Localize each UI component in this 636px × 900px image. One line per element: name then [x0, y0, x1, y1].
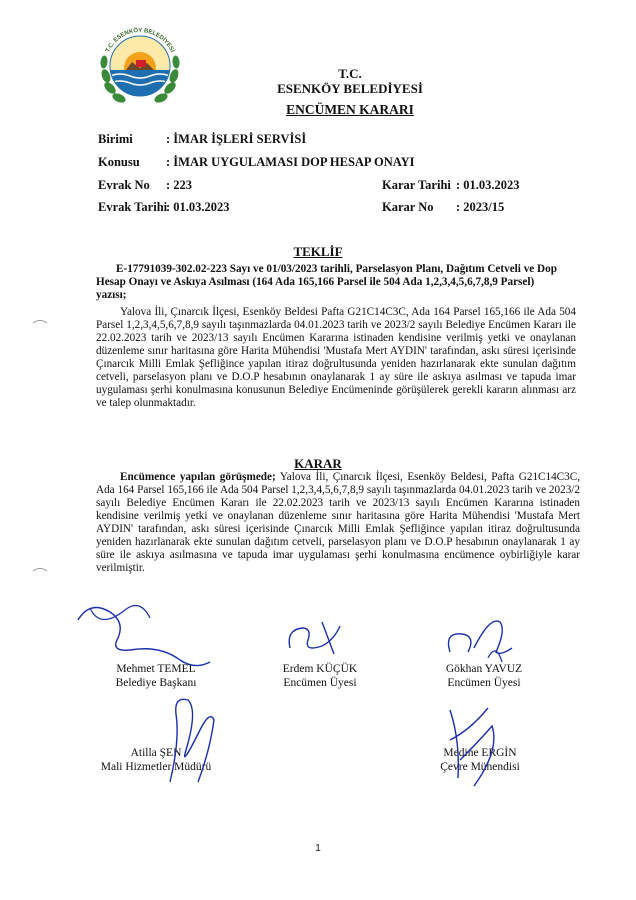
decision-body [96, 471, 580, 575]
signatory-name: Atilla ŞEN [130, 747, 182, 759]
proposal-reference: E-17791039-302.02-223 Sayı ve 01/03/2023 tarihli, Parselasyon Planı, Dağıtım Cetveli ve Dop Hesap Onayı ve Askıya Asılması (164 Ada 165,166 Parsel ile 504 Ada 1,2,3,4,5,6,7,8,9 Parsel) yazısı; [96, 263, 557, 301]
signatory-title: Belediye Başkanı [115, 677, 197, 689]
logo-ring-text: T.C. ESENKÖY BELEDİYESİ [105, 28, 175, 54]
subject-value: : İMAR UYGULAMASI DOP HESAP ONAYI [166, 155, 415, 169]
unit-value: : İMAR İŞLERİ SERVİSİ [166, 132, 307, 146]
decision-title: KARAR [294, 456, 342, 471]
flag-icon [136, 60, 146, 67]
doc-date-value: : 01.03.2023 [166, 200, 230, 214]
signatory-mayor [76, 662, 236, 690]
signatory-title: Encümen Üyesi [447, 677, 521, 689]
signatory-name: Erdem KÜÇÜK [282, 663, 358, 675]
engineer-signature-icon [430, 700, 510, 790]
signatory-name: Medine ERGİN [443, 747, 517, 759]
margin-mark [32, 566, 48, 572]
subject-label: Konusu [98, 155, 140, 169]
decision-no-value: : 2023/15 [456, 200, 505, 214]
signatory-member-2 [404, 662, 564, 690]
unit-label: Birimi [98, 132, 133, 146]
signatory-finance [76, 746, 236, 774]
decision-lead: Encümence yapılan görüşmede; [120, 471, 276, 483]
proposal-title: TEKLİF [293, 244, 343, 259]
signatory-member-1 [240, 662, 400, 690]
signatory-name: Gökhan YAVUZ [445, 663, 523, 675]
header-organization: ESENKÖY BELEDİYESİ [277, 81, 423, 96]
member-2-signature-icon [440, 612, 520, 666]
member-1-signature-icon [282, 616, 352, 664]
header-tc: T.C. [338, 66, 362, 81]
signatory-title: Çevre Mühendisi [440, 761, 520, 773]
doc-no-value: : 223 [166, 178, 193, 192]
margin-mark [32, 318, 48, 324]
decision-date-label: Karar Tarihi [382, 178, 451, 192]
decision-no-label: Karar No [382, 200, 434, 214]
signatory-title: Encümen Üyesi [283, 677, 357, 689]
decision-date-value: : 01.03.2023 [456, 178, 520, 192]
finance-signature-icon [140, 690, 240, 790]
doc-date-label: Evrak Tarihi [98, 200, 168, 214]
signatory-title: Mali Hizmetler Müdürü [100, 761, 212, 773]
document-type: ENCÜMEN KARARI [286, 102, 414, 117]
page-number: 1 [315, 843, 321, 854]
municipality-logo [92, 16, 188, 112]
signatory-name: Mehmet TEMEL [116, 663, 196, 675]
signatory-engineer [400, 746, 560, 774]
decision-text: Yalova İli, Çınarcık İlçesi, Esenköy Beldesi, Pafta G21C14C3C, Ada 164 Parsel 165,166 ile Ada 504 Parsel 1,2,3,4,5,6,7,8,9 sayılı taşınmazlarda 04.01.2023 tarih ve 2023/2 sayılı Belediye Encümen Kararı ile 22.02.2023 tarih ve 2023/13 sayılı Encümen Kararına istinaden kendisine verilmiş yetki ve onaylanan düzenleme sınır haritasına göre Harita Mühendisi 'Mustafa Mert AYDIN' tarafından, askı süresi içerisinde Çınarcık Milli Emlak Şefliğince yapılan itiraz doğrultusunda yeniden hazırlanarak ekte sunulan dağıtım cetveli, parselasyon planı ve D.O.P hesabının onaylanarak 1 ay süre ile askıya asılmasına ve tapuda imar uygulaması şerhi konulmasına encümence oybirliğiyle karar verilmiştir. [96, 471, 580, 574]
proposal-body: Yalova İli, Çınarcık İlçesi, Esenköy Beldesi Pafta G21C14C3C, Ada 164 Parsel 165,166 ile Ada 504 Parsel 1,2,3,4,5,6,7,8,9 sayılı taşınmazlarda 04.01.2023 tarih ve 2023/2 sayılı Belediye Encümen Kararı ile 22.02.2023 tarih ve 2023/13 sayılı Encümen Kararına istinaden kendisine verilmiş yetki ve onaylanan düzenleme sınır haritasına göre Harita Mühendisi 'Mustafa Mert AYDIN' tarafından, askı süresi içerisinde Çınarcık Milli Emlak Şefliğince yapılan itiraz doğrultusunda yeniden hazırlanarak ekte sunulan dağıtım cetveli, parselasyon planı ve D.O.P hesabının onaylanarak 1 ay süre ile askıya asılması ve tapuda imar uygulaması şerhi konulmasına konusunun Belediye Encümeninde görüşülerek gerekli kararın alınması arz ve talep olunmaktadır. [96, 306, 576, 409]
doc-no-label: Evrak No [98, 178, 150, 192]
